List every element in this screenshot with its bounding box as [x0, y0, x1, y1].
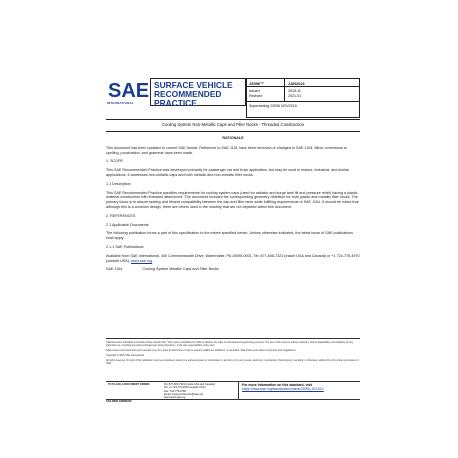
footer-para-3: All rights reserved. No part of this publication may be reproduced, stored in a retrieval system or transmitted, in any form or by any means, electronic, mechanical, photocopying, recording, or otherwise, without the prior written permission of SAE. [106, 358, 359, 365]
description-text: This SAE Recommended Practice specifies requirements for cooling system caps (used for radiator and surge tank fill and pressure relief) having a plastic material construction with threaded attachment. The document includes the corresponding geometry definition for both plastic and metallic filler necks. The primary focus is to assure sealing and fitment compatibility between the cap and filler neck while fulfilling requirements of SAE J164. It should be noted that although this is a common design, there are others used in the industry that are not depicted within this document. [106, 190, 359, 209]
rationale-heading: RATIONALE [222, 136, 244, 140]
logo-subtitle: INTERNATIONAL [107, 101, 134, 105]
document-body [106, 136, 360, 272]
legal-footer [106, 338, 360, 367]
reference-title: Cooling System Metallic Caps and Filler Necks [142, 267, 219, 272]
footer-copyright: Copyright © 2021 SAE International [106, 353, 144, 357]
applicable-documents-text: The following publication forms a part of this specification to the extent specified herein. Unless otherwise indicated, the latest issue of SAE publications shall apply. [106, 231, 353, 241]
web-address-label: SAE WEB ADDRESS: [106, 400, 133, 403]
scope-text: This SAE Recommended Practice was developed primarily for passenger car and truck application, but may be used in marine, industrial, and similar applications. It addresses non-metallic caps and both metallic and non-metallic filler necks. [106, 168, 350, 177]
http-link[interactable]: http://www.sae.org [164, 396, 186, 400]
doc-number: J3096™ [247, 79, 285, 86]
fax: Fax: 724-776-0790 [164, 389, 186, 393]
sae-website-link[interactable]: www.sae.org [131, 258, 153, 263]
tel-outside: Tel: +1 724-776-4970 (outside USA) [164, 386, 206, 390]
footer-divider [106, 338, 360, 339]
email[interactable]: Email: CustomerService@sae.org [164, 392, 204, 396]
document-type-box [150, 78, 246, 106]
applicable-documents-heading: 2.1 Applicable Documents [106, 222, 149, 227]
header-divider [106, 119, 360, 120]
description-heading: 1.1 Description [106, 181, 131, 186]
revised-label: Revised [249, 94, 262, 98]
doc-date: JAN2021 [288, 81, 305, 86]
reference-entry [106, 267, 360, 272]
issued-label: Issued [249, 89, 260, 93]
issued-value: 2015-11 [288, 89, 301, 93]
tel-inside: Tel: 877-606-7323 (inside USA and Canada) [164, 383, 215, 386]
rationale-text: This document has been updated to current SAE format. Reference to SAE J151 have been removed or changed to SAE J164. Minor corrections to spelling, punctuation, and grammar have been made. [106, 145, 347, 155]
doc-type-line1: SURFACE VEHICLE [154, 80, 233, 90]
contact-box [106, 381, 360, 400]
footer-para-1: SAE Executive Standards Committee Rules provide that: "This report is published by SAE to advance the state of technical and engineering sciences. The use of this report is entirely voluntary, and its applicability and suitability for any particular use, including any patent infringement arising therefrom, is the sole responsibility of the user." [106, 340, 354, 347]
document-title: Cooling System Non-Metallic Caps and Filler Necks - Threaded Construction [161, 122, 305, 127]
feedback-title: For more information on this standard, visit [242, 383, 313, 387]
doc-type-line2: RECOMMENDED PRACTICE [154, 89, 222, 108]
document-meta-box [246, 78, 360, 118]
revised-value: 2021-01 [288, 94, 302, 98]
superseding-note: Superseding J3096 NOV2015 [249, 104, 297, 108]
availability-text: Available from SAE International, 400 Commonwealth Drive, Warrendale, PA 15096-0001, Tel: 877-606-7323 (inside USA and Canada) or +1 724-776-4970 (outside USA), www.sae.org. [106, 253, 360, 263]
document-page [106, 70, 360, 404]
scope-heading: 1. SCOPE [106, 159, 124, 164]
order-label: TO PLACE A DOCUMENT ORDER: [108, 383, 151, 386]
sae-logo [107, 78, 150, 102]
references-heading: 2. REFERENCES [106, 213, 136, 218]
footer-para-2: SAE reviews each technical report at least every five years at which time it may be revised, reaffirmed, stabilized, or cancelled. SAE invites your written comments and suggestions. [106, 348, 297, 352]
title-divider [106, 131, 360, 132]
reference-code: SAE J164 [106, 267, 123, 272]
standard-link[interactable]: https://www.sae.org/standards/content/J3096_202101/ [242, 387, 324, 392]
sae-publications-heading: 2.1.1 SAE Publications [106, 244, 144, 249]
availability-body: Available from SAE International, 400 Commonwealth Drive, Warrendale, PA 15096-0001, Tel: 877-606-7323 (inside USA and Canada) or +1 724-776-4970 (outside USA), [106, 253, 360, 263]
svg-text:SAE: SAE [108, 80, 150, 102]
